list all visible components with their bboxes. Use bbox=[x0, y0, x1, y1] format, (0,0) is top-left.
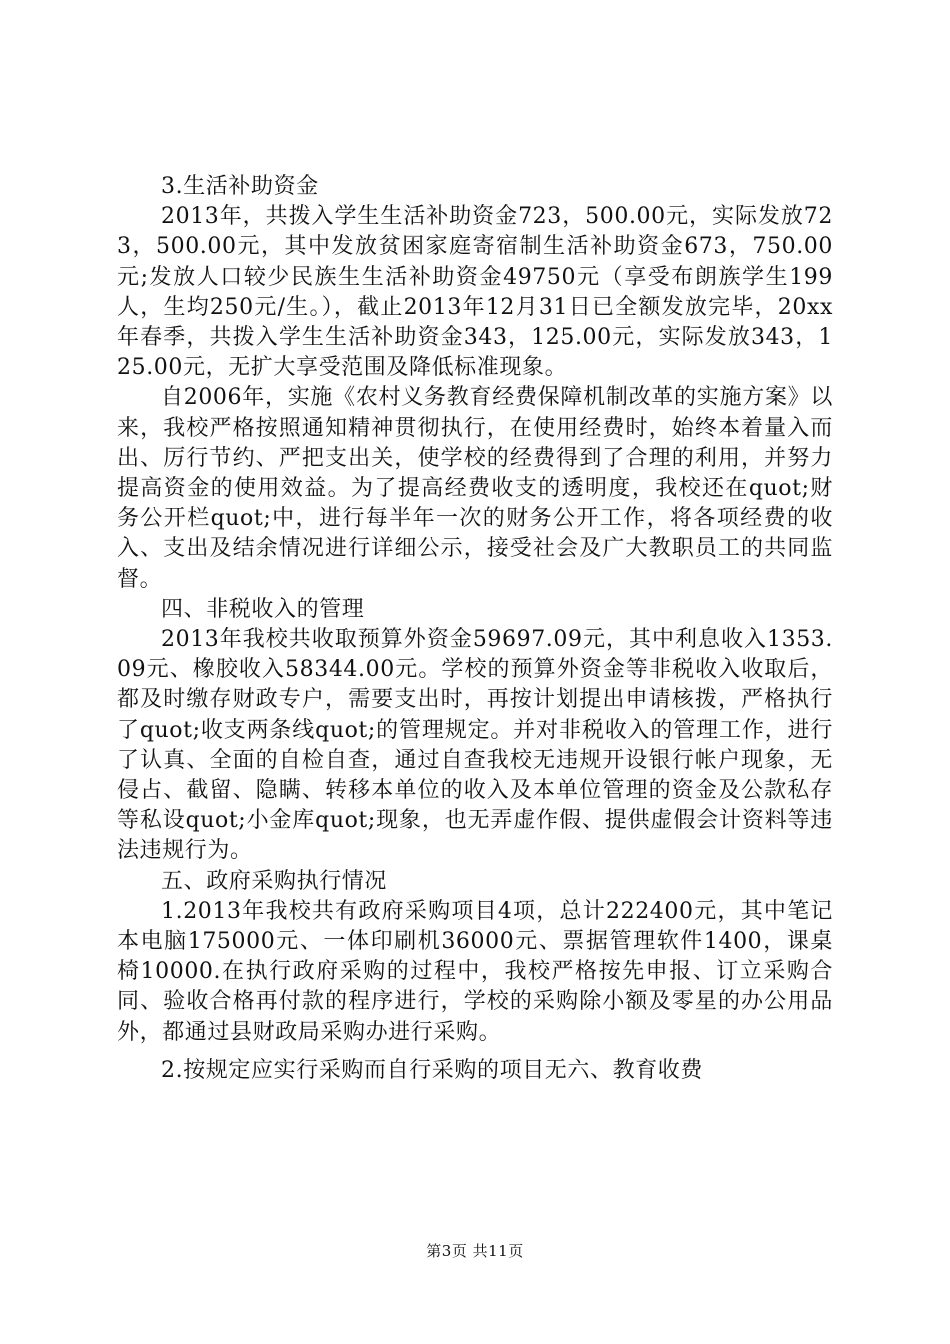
document-body bbox=[117, 172, 833, 1086]
page-footer: 第3页 共11页 bbox=[426, 1242, 524, 1260]
paragraph-procurement-self-purchase: 2.按规定应实行采购而自行采购的项目无六、教育收费 bbox=[161, 1057, 703, 1083]
paragraph-procurement-details: 1.2013年我校共有政府采购项目4项，总计222400元，其中笔记本电脑175000元、一体印刷机36000元、票据管理软件1400，课桌椅10000.在执行政府采购的过程中，我校严格按先申报、订立采购合同、验收合格再付款的程序进行，学校的采购除小额及零星的办公用品外，都通过县财政局采购办进行采购。 bbox=[117, 898, 833, 1045]
paragraph-heading-non-tax-income: 四、非税收入的管理 bbox=[161, 596, 365, 622]
paragraph-funding-reform: 自2006年，实施《农村义务教育经费保障机制改革的实施方案》以来，我校严格按照通知精神贯彻执行，在使用经费时，始终本着量入而出、厉行节约、严把支出关，使学校的经费得到了合理的利用，并努力提高资金的使用效益。为了提高经费收支的透明度，我校还在quot;财务公开栏quot;中，进行每半年一次的财务公开工作，将各项经费的收入、支出及结余情况进行详细公示，接受社会及广大教职员工的共同监督。 bbox=[117, 385, 833, 592]
paragraph-non-tax-income-details: 2013年我校共收取预算外资金59697.09元，其中利息收入1353.09元、橡胶收入58344.00元。学校的预算外资金等非税收入收取后，都及时缴存财政专户，需要支出时，再按计划提出申请核拨，严格执行了quot;收支两条线quot;的管理规定。并对非税收入的管理工作，进行了认真、全面的自检自查，通过自查我校无违规开设银行帐户现象，无侵占、截留、隐瞒、转移本单位的收入及本单位管理的资金及公款私存等私设quot;小金库quot;现象，也无弄虚作假、提供虚假会计资料等违法违规行为。 bbox=[117, 627, 833, 864]
paragraph-heading-living-subsidy: 3.生活补助资金 bbox=[161, 174, 319, 199]
paragraph-living-subsidy-details: 2013年，共拨入学生生活补助资金723，500.00元，实际发放723，500.00元，其中发放贫困家庭寄宿制生活补助资金673，750.00元;发放人口较少民族生生活补助资金49750元（享受布朗族学生199人，生均250元/生。），截止2013年12月31日已全额发放完毕，20xx年春季，共拨入学生生活补助资金343，125.00元，实际发放343，125.00元，无扩大享受范围及降低标准现象。 bbox=[117, 204, 833, 381]
paragraph-heading-procurement: 五、政府采购执行情况 bbox=[161, 868, 388, 894]
